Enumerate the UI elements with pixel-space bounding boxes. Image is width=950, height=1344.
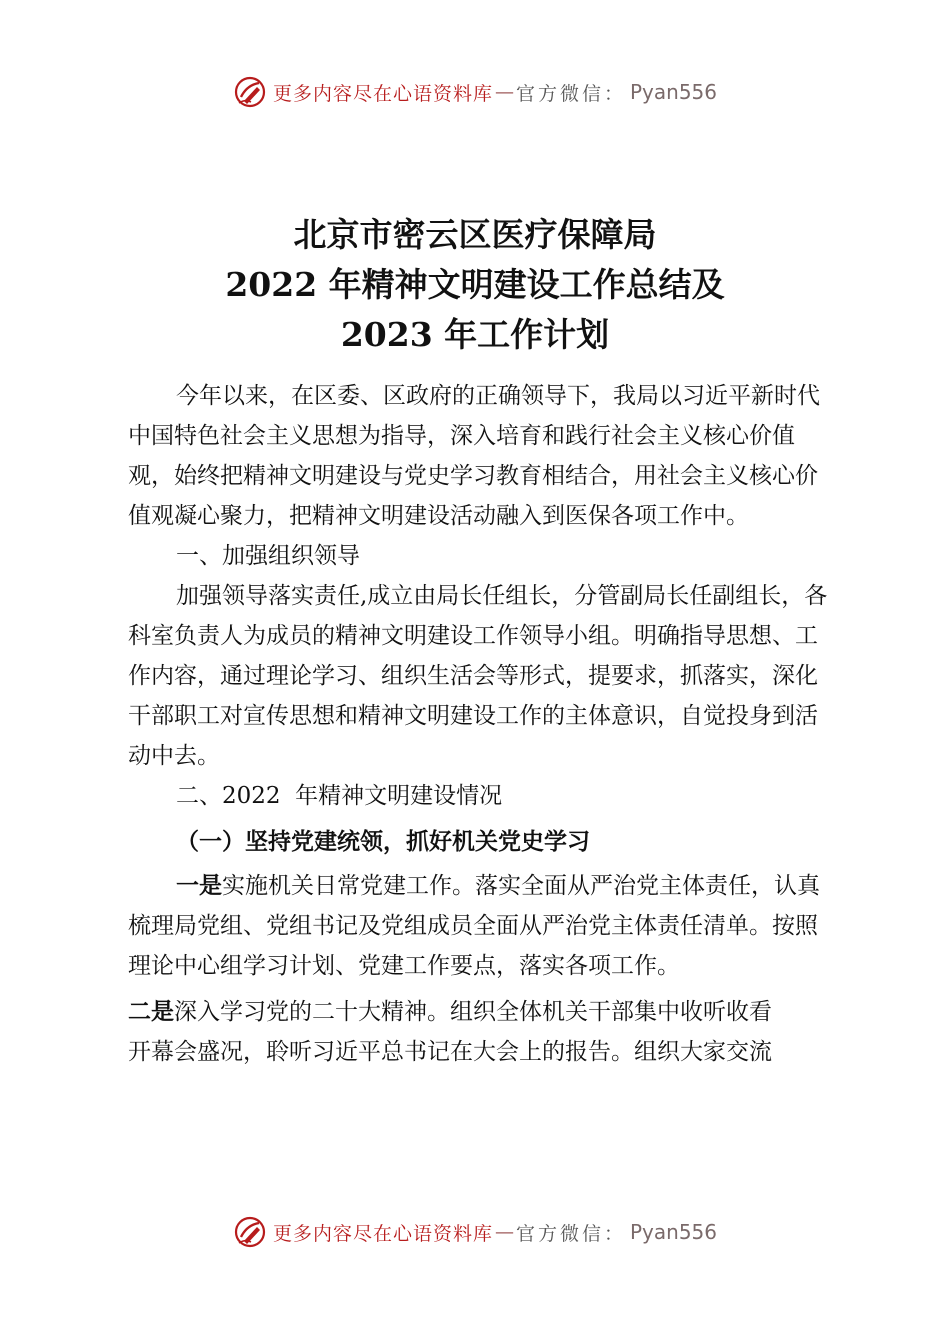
item-1-lead: 一是 bbox=[176, 873, 222, 899]
title-line-2: 2022 年精神文明建设工作总结及 bbox=[225, 265, 725, 304]
item-1-paragraph bbox=[128, 866, 840, 986]
title-line-3: 2023 年工作计划 bbox=[340, 315, 610, 354]
header-banner bbox=[0, 72, 950, 112]
title-line-1: 北京市密云区医疗保障局 bbox=[293, 215, 657, 254]
banner-wechat-label: 官方微信： bbox=[515, 1222, 626, 1245]
section-2-heading: 二、2022 年精神文明建设情况 bbox=[176, 783, 503, 809]
pen-logo-icon bbox=[233, 75, 267, 109]
banner-source-text: 更多内容尽在心语资料库 bbox=[272, 82, 493, 105]
document-title bbox=[0, 210, 950, 360]
pen-logo-icon bbox=[233, 1215, 267, 1249]
banner-wechat-id: Pyan556 bbox=[630, 80, 718, 104]
section-1-paragraph: 加强领导落实责任,成立由局长任组长，分管副局长任副组长，各科室负责人为成员的精神文明建设工作领导小组。明确指导思想、工作内容，通过理论学习、组织生活会等形式，提要求，抓落实，深化干部职工对宣传思想和精神文明建设工作的主体意识，自觉投身到活动中去。 bbox=[128, 583, 828, 769]
section-2-subheading: （一）坚持党建统领，抓好机关党史学习 bbox=[176, 829, 590, 855]
item-2-line-2: 开幕会盛况，聆听习近平总书记在大会上的报告。组织大家交流 bbox=[128, 1039, 772, 1065]
intro-paragraph: 今年以来，在区委、区政府的正确领导下，我局以习近平新时代中国特色社会主义思想为指导，深入培育和践行社会主义核心价值观，始终把精神文明建设与党史学习教育相结合，用社会主义核心价值观凝心聚力，把精神文明建设活动融入到医保各项工作中。 bbox=[128, 383, 820, 529]
item-1-text: 实施机关日常党建工作。落实全面从严治党主体责任，认真梳理局党组、党组书记及党组成员全面从严治党主体责任清单。按照理论中心组学习计划、党建工作要点，落实各项工作。 bbox=[128, 873, 820, 979]
banner-wechat-id: Pyan556 bbox=[630, 1220, 718, 1244]
document-body bbox=[128, 376, 840, 1072]
section-1-heading: 一、加强组织领导 bbox=[176, 543, 360, 569]
banner-separator: — bbox=[494, 81, 514, 103]
item-2-lead: 二是 bbox=[128, 999, 174, 1025]
banner-wechat-label: 官方微信： bbox=[515, 82, 626, 105]
banner-source-text: 更多内容尽在心语资料库 bbox=[272, 1222, 493, 1245]
item-2-line-1: 深入学习党的二十大精神。组织全体机关干部集中收听收看 bbox=[174, 999, 772, 1025]
item-2-paragraph bbox=[128, 992, 840, 1032]
footer-banner bbox=[0, 1212, 950, 1252]
item-2-line-2-row bbox=[128, 1032, 840, 1072]
banner-separator: — bbox=[494, 1221, 514, 1243]
